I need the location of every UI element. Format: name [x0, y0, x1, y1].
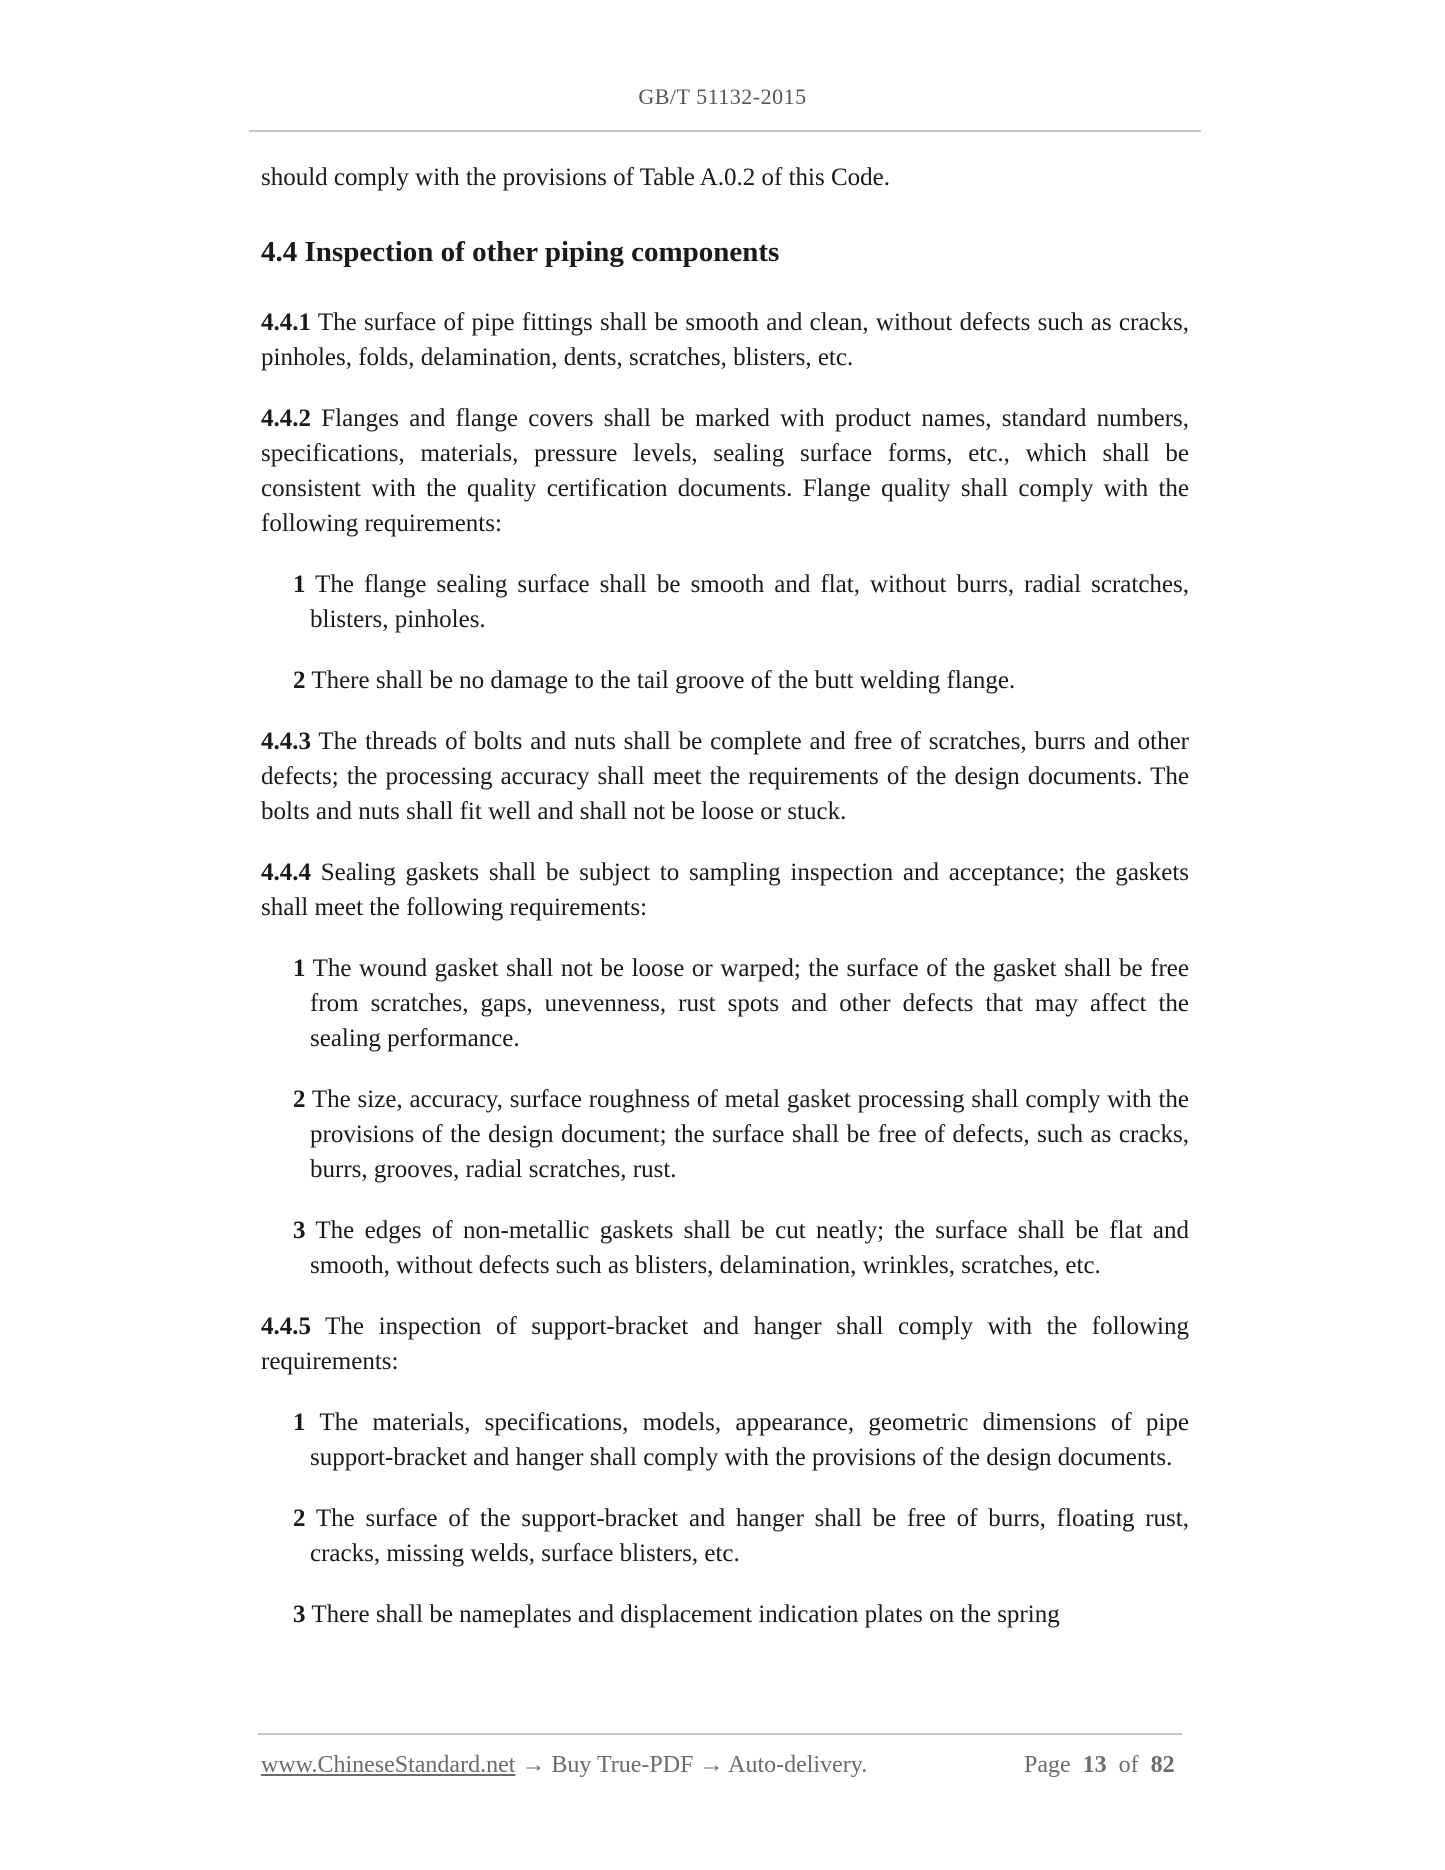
clause-4-4-1 — [261, 305, 1189, 375]
intro-paragraph: should comply with the provisions of Table A.0.2 of this Code. — [261, 164, 891, 191]
list-item — [293, 1597, 1189, 1632]
item-number: 1 — [293, 955, 306, 982]
clause-number: 4.4.1 — [261, 309, 311, 336]
page-body — [261, 160, 1189, 1658]
page-number: 13 — [1082, 1752, 1107, 1778]
clause-number: 4.4.3 — [261, 728, 311, 755]
list-item — [293, 1405, 1189, 1475]
clause-number: 4.4.4 — [261, 859, 311, 886]
clause-text: The threads of bolts and nuts shall be complete and free of scratches, burrs and other defects; the processing accuracy shall meet the requirements of the design documents. The bolts and nuts shall fit well and shall not be loose or stuck. — [261, 728, 1189, 825]
item-text: The wound gasket shall not be loose or warped; the surface of the gasket shall be free from scratches, gaps, unevenness, rust spots and other defects that may affect the sealing performance. — [310, 955, 1189, 1052]
footer-divider — [258, 1733, 1182, 1735]
item-number: 2 — [293, 1505, 306, 1532]
running-header: GB/T 51132-2015 — [638, 84, 807, 109]
promo-text: → Buy True-PDF → Auto-delivery. — [515, 1752, 868, 1778]
list-item — [293, 1501, 1189, 1571]
clause-text: Sealing gaskets shall be subject to sampling inspection and acceptance; the gaskets shall meet the following requirements: — [261, 859, 1189, 921]
clause-4-4-2 — [261, 401, 1189, 541]
item-text: The edges of non-metallic gaskets shall be cut neatly; the surface shall be flat and smooth, without defects such as blisters, delamination, wrinkles, scratches, etc. — [310, 1217, 1189, 1279]
clause-number: 4.4.2 — [261, 405, 311, 432]
clause-text: The inspection of support-bracket and hanger shall comply with the following requirements: — [261, 1313, 1189, 1375]
clause-text: Flanges and flange covers shall be marked with product names, standard numbers, specifications, materials, pressure levels, sealing surface forms, etc., which shall be consistent with the quality certification documents. Flange quality shall comply with the following requirements: — [261, 405, 1190, 537]
item-text: There shall be no damage to the tail groove of the butt welding flange. — [311, 667, 1016, 694]
footer-promo — [261, 1752, 867, 1779]
clause-4-4-5 — [261, 1309, 1189, 1379]
clause-number: 4.4.5 — [261, 1313, 311, 1340]
item-text: The materials, specifications, models, appearance, geometric dimensions of pipe support-bracket and hanger shall comply with the provisions of the design documents. — [310, 1409, 1189, 1471]
item-text: The flange sealing surface shall be smooth and flat, without burrs, radial scratches, blisters, pinholes. — [310, 571, 1189, 633]
item-number: 3 — [293, 1601, 306, 1628]
clause-text: The surface of pipe fittings shall be smooth and clean, without defects such as cracks, pinholes, folds, delamination, dents, scratches, blisters, etc. — [261, 309, 1189, 371]
clause-4-4-4 — [261, 855, 1189, 925]
website-link[interactable]: www.ChineseStandard.net — [261, 1752, 516, 1778]
list-item — [293, 1213, 1189, 1283]
item-number: 1 — [293, 571, 306, 598]
list-item — [293, 951, 1189, 1056]
page-total: 82 — [1150, 1752, 1175, 1778]
item-text: The size, accuracy, surface roughness of metal gasket processing shall comply with the provisions of the design document; the surface shall be free of defects, such as cracks, burrs, grooves, radial scratches, rust. — [310, 1086, 1189, 1183]
header-divider — [249, 130, 1201, 132]
item-text: The surface of the support-bracket and hanger shall be free of burrs, floating rust, cracks, missing welds, surface blisters, etc. — [310, 1505, 1189, 1567]
of-label: of — [1118, 1752, 1139, 1778]
list-item — [293, 1082, 1189, 1187]
item-number: 1 — [293, 1409, 306, 1436]
page-label: Page — [1024, 1752, 1071, 1778]
item-number: 2 — [293, 1086, 306, 1113]
clause-4-4-3 — [261, 724, 1189, 829]
list-item — [293, 567, 1189, 637]
page-indicator — [1024, 1752, 1175, 1779]
item-number: 2 — [293, 667, 306, 694]
item-text: There shall be nameplates and displacement indication plates on the spring — [311, 1601, 1060, 1628]
list-item — [293, 663, 1189, 698]
item-number: 3 — [293, 1217, 306, 1244]
section-heading: 4.4 Inspection of other piping components — [261, 236, 780, 268]
